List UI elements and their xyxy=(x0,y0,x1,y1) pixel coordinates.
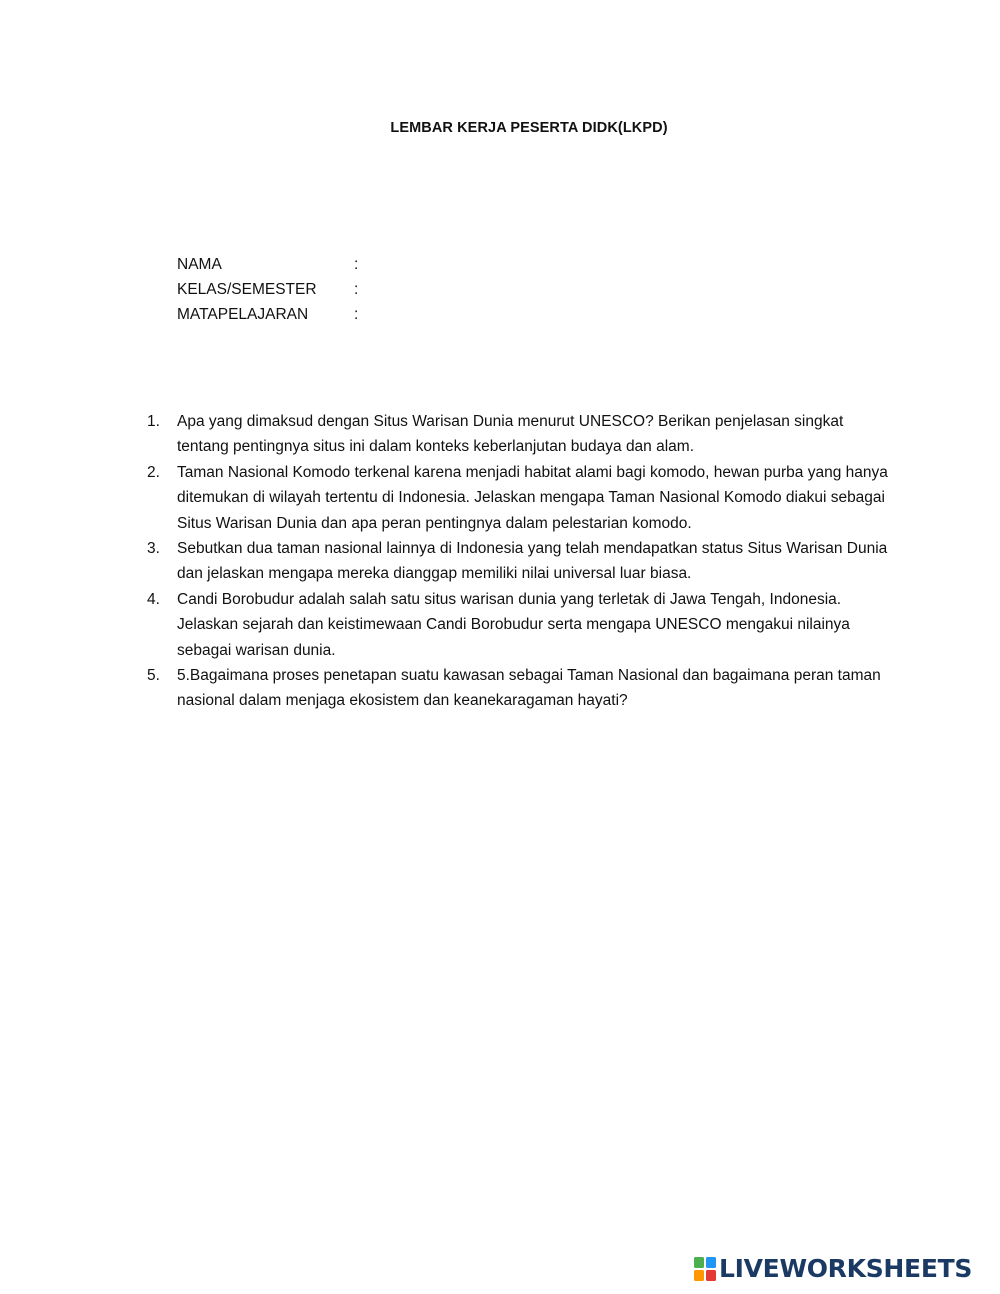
logo-block-red xyxy=(706,1270,716,1281)
question-item xyxy=(147,460,892,536)
brand-name: LIVEWORKSHEETS xyxy=(719,1254,973,1283)
question-number: 3. xyxy=(147,540,160,558)
identity-label: KELAS/SEMESTER xyxy=(177,281,317,298)
question-item xyxy=(147,409,892,460)
question-list xyxy=(147,409,892,714)
question-text: Apa yang dimaksud dengan Situs Warisan Dunia menurut UNESCO? Berikan penjelasan singkat tentang pentingnya situs ini dalam konteks keberlanjutan budaya dan alam. xyxy=(177,413,844,456)
question-text: Sebutkan dua taman nasional lainnya di Indonesia yang telah mendapatkan status Situs Warisan Dunia dan jelaskan mengapa mereka dianggap memiliki nilai universal luar biasa. xyxy=(177,540,888,583)
page-title: LEMBAR KERJA PESERTA DIDK(LKPD) xyxy=(390,120,668,136)
question-item xyxy=(147,663,892,714)
liveworksheets-logo-icon xyxy=(693,1256,717,1282)
identity-label: NAMA xyxy=(177,256,222,273)
identity-row-kelas-semester xyxy=(177,277,374,302)
student-identity-block xyxy=(177,252,374,327)
identity-row-matapelajaran xyxy=(177,302,374,327)
question-text: 5.Bagaimana proses penetapan suatu kawasan sebagai Taman Nasional dan bagaimana peran taman nasional dalam menjaga ekosistem dan keanekaragaman hayati? xyxy=(177,667,881,710)
logo-block-orange xyxy=(694,1270,704,1281)
question-number: 2. xyxy=(147,463,160,481)
identity-separator: : xyxy=(354,281,359,298)
identity-label: MATAPELAJARAN xyxy=(177,306,309,323)
identity-separator: : xyxy=(354,306,359,323)
logo-block-blue xyxy=(706,1257,716,1268)
question-number: 1. xyxy=(147,413,160,430)
question-item xyxy=(147,587,892,663)
question-text: Taman Nasional Komodo terkenal karena menjadi habitat alami bagi komodo, hewan purba yang hanya ditemukan di wilayah tertentu di Indonesia. Jelaskan mengapa Taman Nasional Komodo diakui sebagai Situs Warisan Dunia dan apa peran pentingnya dalam pelestarian komodo. xyxy=(177,463,888,532)
identity-separator: : xyxy=(354,256,359,273)
question-number: 5. xyxy=(147,667,160,685)
question-number: 4. xyxy=(147,590,160,608)
question-text: Candi Borobudur adalah salah satu situs warisan dunia yang terletak di Jawa Tengah, Indonesia. Jelaskan sejarah dan keistimewaan Candi Borobudur serta mengapa UNESCO mengakui nilainya sebagai warisan dunia. xyxy=(177,590,850,659)
logo-block-green xyxy=(694,1257,704,1268)
liveworksheets-brand xyxy=(693,1254,972,1284)
question-item xyxy=(147,536,892,587)
identity-row-nama xyxy=(177,252,374,277)
